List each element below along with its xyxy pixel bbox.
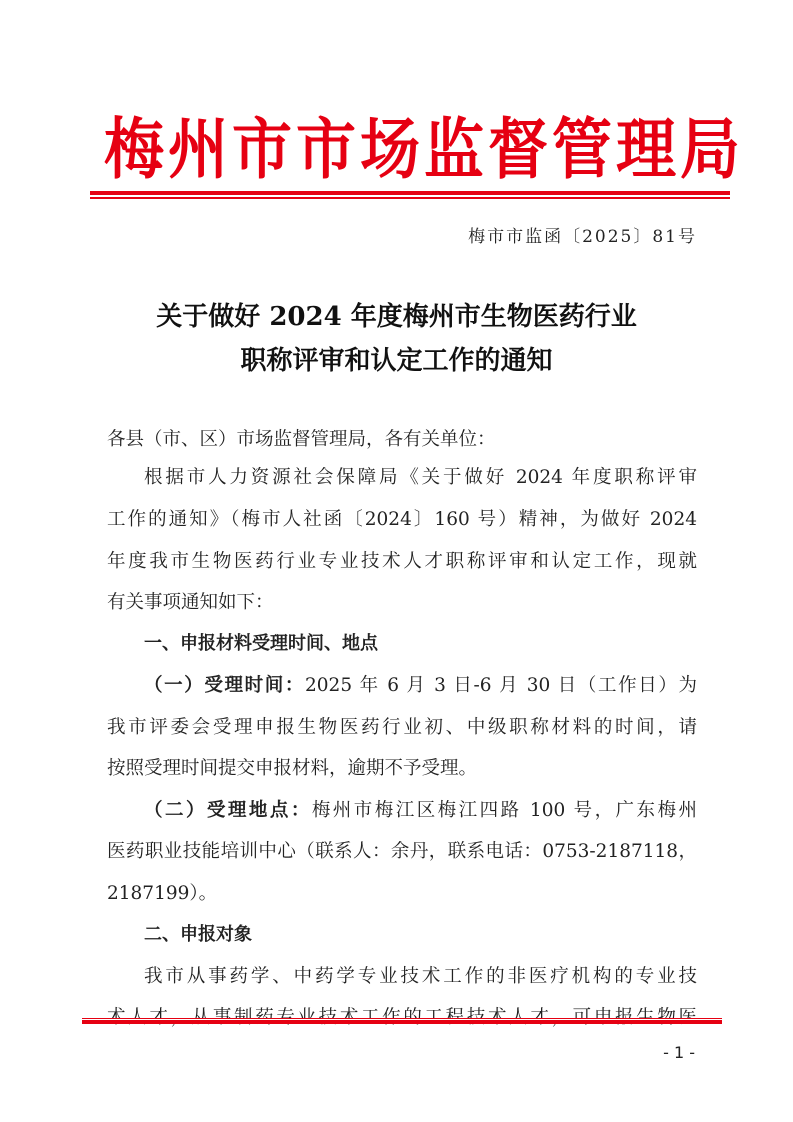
section-2-heading: 二、申报对象 [144,924,252,945]
section-1-item-1-line: 我市评委会受理申报生物医药行业初、中级职称材料的时间，请 [107,717,697,738]
footer-red-rule [82,1018,722,1024]
document-title-line-1: 关于做好 2024 年度梅州市生物医药行业 [156,302,637,332]
masthead-char: 监 [424,111,488,189]
item-2-label: （二）受理地点： [144,800,312,821]
section-1-item-1-line: 按照受理时间提交申报材料，逾期不予受理。 [107,758,478,779]
item-1-text: 2025 年 6 月 3 日-6 月 30 日（工作日）为 [305,675,697,696]
salutation: 各县（市、区）市场监督管理局，各有关单位： [107,429,496,450]
masthead-char: 市 [296,111,360,189]
document-title-line-2: 职称评审和认定工作的通知 [240,346,553,376]
item-1-label: （一）受理时间： [144,675,306,696]
section-1-heading: 一、申报材料受理时间、地点 [144,633,378,654]
document-number: 梅市市监函〔2025〕81号 [468,227,697,247]
intro-paragraph-line: 有关事项通知如下： [107,592,274,613]
masthead-char: 理 [616,111,680,189]
masthead-char: 管 [552,111,616,189]
intro-paragraph-line: 工作的通知》（梅市人社函〔2024〕160 号）精神，为做好 2024 [107,509,697,530]
section-1-item-1-line [107,671,697,701]
section-2-paragraph-line: 我市从事药学、中药学专业技术工作的非医疗机构的专业技 [144,966,697,987]
intro-paragraph-line: 根据市人力资源社会保障局《关于做好 2024 年度职称评审 [144,467,697,488]
page-number: - 1 - [663,1043,695,1062]
masthead-char: 梅 [104,111,168,189]
masthead-char: 局 [680,111,744,189]
section-1-item-2-line [107,796,697,826]
masthead-char: 督 [488,111,552,189]
masthead-char: 场 [360,111,424,189]
item-2-text: 梅州市梅江区梅江四路 100 号，广东梅州 [311,800,697,821]
section-1-item-2-line: 2187199）。 [107,883,218,904]
section-1-item-2-line: 医药职业技能培训中心（联系人：余丹，联系电话：0753-2187118， [107,841,697,862]
issuing-agency-masthead [104,110,744,190]
masthead-char: 市 [232,111,296,189]
masthead-red-rule [90,191,730,199]
intro-paragraph-line: 年度我市生物医药行业专业技术人才职称评审和认定工作，现就 [107,551,697,572]
masthead-char: 州 [168,111,232,189]
